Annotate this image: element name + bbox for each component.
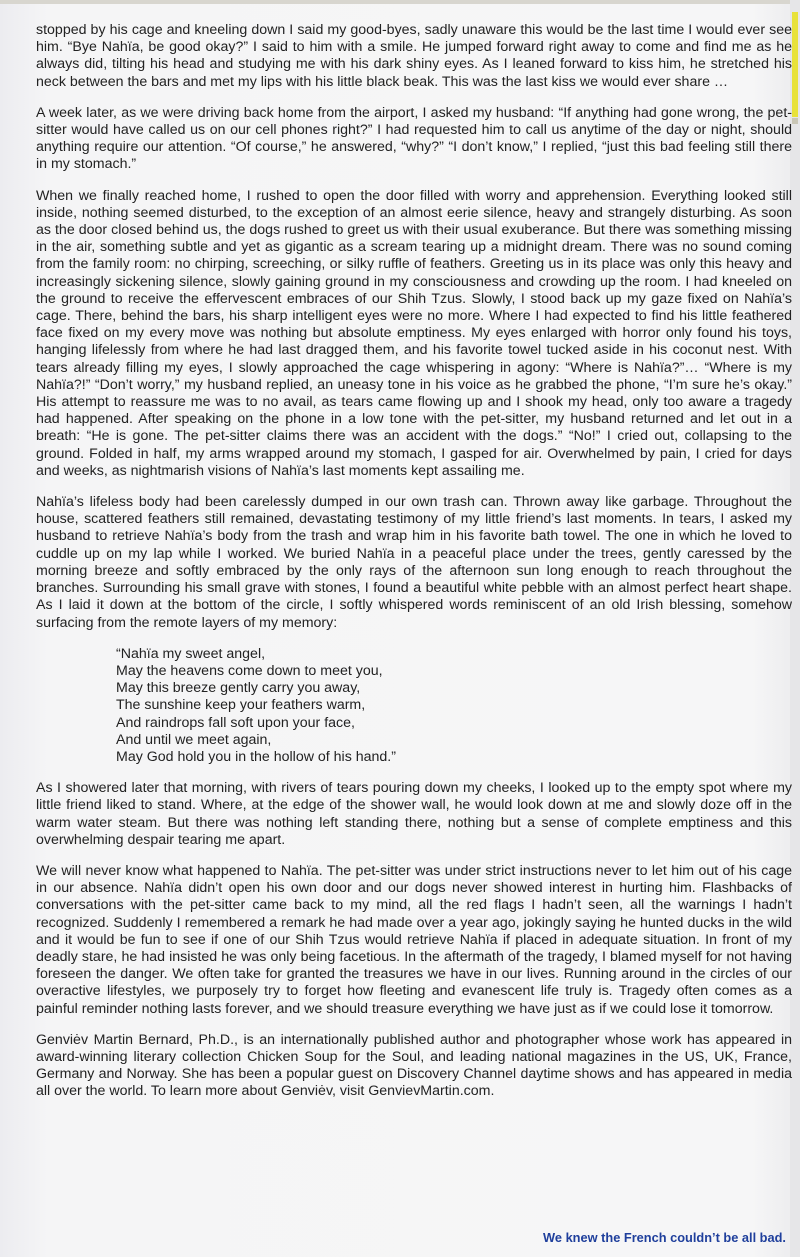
blessing-poem <box>116 646 792 766</box>
poem-line: The sunshine keep your feathers warm, <box>116 697 366 714</box>
poem-line: May this breeze gently carry you away, <box>116 680 361 697</box>
poem-line: “Nahïa my sweet angel, <box>116 645 266 662</box>
poem-line: And raindrops fall soft upon your face, <box>116 714 355 731</box>
paragraph-3: When we finally reached home, I rushed to open the door filled with worry and apprehension. Everything looked still inside, nothing seemed disturbed, to the exception of an almost eerie silence, heavy and strangely disturbing. As soon as the door closed behind us, the dogs rushed to greet us with their usual exuberance. But there was something missing in the air, something subtle and yet as gigantic as a scream tearing up a midnight dream. There was no sound coming from the family room: no chirping, screeching, or silky ruffle of feathers. Greeting us in its place was only this heavy and increasingly sickening silence, slowly gaining ground in my consciousness and crowding up the room. I had kneeled on the ground to receive the effervescent embraces of our Shih Tzus. Slowly, I stood back up my gaze fixed on Nahïa’s cage. There, behind the bars, his sharp intelligent eyes were no more. Where I had expected to find his little feathered face fixed on my every move was nothing but absolute emptiness. My eyes enlarged with horror only found his toys, hanging lifelessly from where he had last dragged them, and his favorite towel tucked aside in his coconut nest. With tears already filling my eyes, I slowly approached the cage whispering in agony: “Where is Nahïa?”… “Where is my Nahïa?!” “Don’t worry,” my husband replied, an uneasy tone in his voice as he grabbed the phone, “I’m sure he’s okay.” His attempt to reassure me was to no avail, as tears came flowing up and I shook my head, only too aware a tragedy had happened. After speaking on the phone in a low tone with the pet-sitter, my husband returned and let out in a breath: “He is gone. The pet-sitter claims there was an accident with the dogs.” “No!” I cried out, collapsing to the ground. Folded in half, my arms wrapped around my stomach, I gasped for air. Overwhelmed by pain, I cried for days and weeks, as nightmarish visions of Nahïa’s last moments kept assailing me. <box>36 187 792 479</box>
footer-tagline: We knew the French couldn’t be all bad. <box>543 1230 786 1245</box>
poem-line: May God hold you in the hollow of his hand.” <box>116 748 396 765</box>
poem-line: And until we meet again, <box>116 731 272 748</box>
yellow-edge-mark <box>792 12 798 117</box>
paragraph-2: A week later, as we were driving back home from the airport, I asked my husband: “If anything had gone wrong, the pet-sitter would have called us on our cell phones right?” I had requested him to call us anytime of the day or night, should anything require our attention. “Of course,” he answered, “why?” “I don’t know,” I replied, “just this bad feeling still there in my stomach.” <box>36 104 792 173</box>
edge-tab <box>792 118 798 124</box>
paragraph-5: As I showered later that morning, with rivers of tears pouring down my cheeks, I looked up to the empty spot where my little friend liked to stand. Where, at the edge of the shower wall, he would look down at me and slowly doze off in the warm water steam. But there was nothing left standing there, nothing but a sense of complete emptiness and this overwhelming despair tearing me apart. <box>36 780 792 848</box>
paragraph-6: We will never know what happened to Nahïa. The pet-sitter was under strict instructions never to let him out of his cage in our absence. Nahïa didn’t open his own door and our dogs never showed interest in hurting him. Flashbacks of conversations with the pet-sitter came back to my mind, all the red flags I hadn’t seen, all the warnings I hadn’t recognized. Suddenly I remembered a remark he had made over a year ago, jokingly saying he hunted ducks in the wild and it would be fun to see if one of our Shih Tzus would retrieve Nahïa if placed in adequate situation. In front of my deadly stare, he had insisted he was only being facetious. In the aftermath of the tragedy, I blamed myself for not having foreseen the danger. We often take for granted the treasures we have in our lives. Running around in the circles of our overactive lifestyles, we purposely try to forget how fleeting and evanescent life truly is. Tragedy often comes as a painful reminder nothing lasts forever, and we should treasure everything we have just as if we could lose it tomorrow. <box>36 862 792 1017</box>
article-body <box>36 22 792 1115</box>
author-bio: Genviėv Martin Bernard, Ph.D., is an internationally published author and photographer whose work has appeared in award-winning literary collection Chicken Soup for the Soul, and leading national magazines in the US, UK, France, Germany and Norway. She has been a popular guest on Discovery Channel daytime shows and has appeared in media all over the world. To learn more about Genviėv, visit GenvievMartin.com. <box>36 1031 792 1100</box>
paragraph-4: Nahïa’s lifeless body had been carelessly dumped in our own trash can. Thrown away like garbage. Throughout the house, scattered feathers still remained, devastating testimony of my little friend’s last moments. In tears, I asked my husband to retrieve Nahïa’s body from the trash and wrap him in his favorite bath towel. The one in which he loved to cuddle up on my lap while I worked. We buried Nahïa in a peaceful place under the trees, gently caressed by the morning breeze and softly embraced by the only rays of the afternoon sun long enough to reach throughout the branches. Surrounding his small grave with stones, I found a beautiful white pebble with an almost perfect heart shape. As I laid it down at the bottom of the circle, I softly whispered words reminiscent of an old Irish blessing, somehow surfacing from the remote layers of my memory: <box>36 494 792 631</box>
paragraph-1: stopped by his cage and kneeling down I said my good-byes, sadly unaware this would be the last time I would ever see him. “Bye Nahïa, be good okay?” I said to him with a smile. He jumped forward right away to come and find me as he always did, tilting his head and studying me with his dark shiny eyes. As I leaned forward to kiss him, he stretched his neck between the bars and met my lips with his little black beak. This was the last kiss we would ever share … <box>36 22 792 90</box>
poem-line: May the heavens come down to meet you, <box>116 662 383 679</box>
top-edge-strip <box>0 0 800 4</box>
